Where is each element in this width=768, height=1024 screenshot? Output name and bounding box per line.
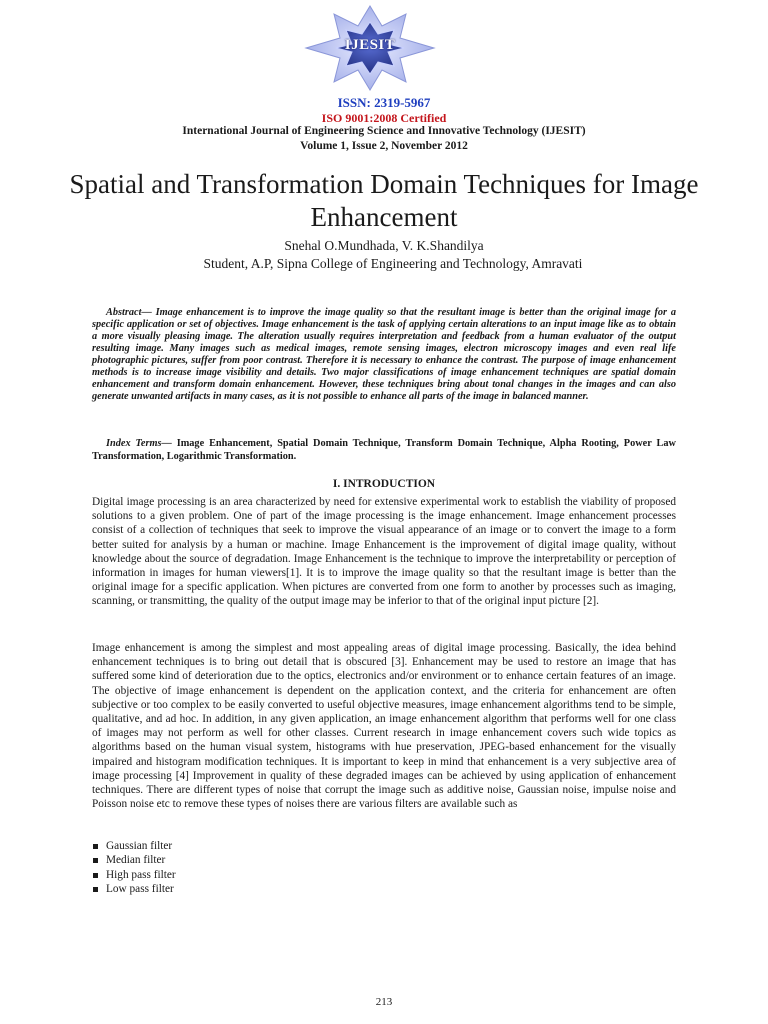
issn-line: ISSN: 2319-5967 [337,95,431,110]
iso-certification: ISO 9001:2008 Certified [321,111,447,125]
list-item [92,882,392,896]
abstract-text: Image enhancement is to improve the image quality so that the resultant image is better than the original image for a specific application or set of objectives. Image enhancement is the task of applying certain alterations to an input image like as to obtain a more visually pleasing image. The alteration usually requires interpretation and feedback from a human evaluator of the output resulting image. Many images such as medical images, remote sensing images, electron microscopy images and even real life photographic pictures, suffer from poor contrast. Therefore it is necessary to enhance the contrast. The purpose of image enhancement methods is to increase image visibility and details. Two major classifications of image enhancement techniques are spatial domain enhancement and transform domain enhancement. However, these techniques bring about tonal changes in the images and can also generate unwanted artifacts in many cases, as it is not possible to enhance all parts of the image in balanced manner. [92,307,676,402]
list-item-text: Low pass filter [106,882,174,895]
bullet-square-icon [93,844,98,849]
journal-name: International Journal of Engineering Science and Innovative Technology (IJESIT) [182,125,586,137]
abstract [92,307,676,403]
list-item [92,853,392,867]
bullet-square-icon [93,858,98,863]
index-terms-text: Image Enhancement, Spatial Domain Technique, Transform Domain Technique, Alpha Rooting, Power Law Transformation, Logarithmic Transformation. [92,438,676,462]
list-item [92,868,392,882]
filter-list [92,839,392,896]
index-terms [92,437,676,463]
author-affiliation: Student, A.P, Sipna College of Engineering and Technology, Amravati [203,256,583,271]
list-item-text: Median filter [106,854,166,867]
list-item-text: Gaussian filter [106,840,173,852]
paper-title: Spatial and Transformation Domain Techniques for Image Enhancement [69,169,699,232]
logo-text: IJESIT [344,37,396,53]
list-item-text: High pass filter [106,868,176,881]
list-item [92,839,392,853]
abstract-label: Abstract— [106,307,152,318]
page-number: 213 [375,996,393,1008]
bullet-square-icon [93,873,98,878]
section-heading-introduction: I. INTRODUCTION [332,478,436,490]
intro-paragraph-1: Digital image processing is an area characterized by need for extensive experimental work to establish the viability of proposed solutions to a given problem. One of part of the image processing is the image enhancement. Image enhancement processes consist of a collection of techniques that seek to improve the visual appearance of an image or to convert the image to a form better suited for analysis by a human or machine. Image Enhancement is the improvement of digital image quality, without knowledge about the source of degradation. Image Enhancement is the technique to improve the interpretability or perception of information in images for human viewers[1]. It is to improve the image quality so that the resultant image is better than the original image for a specific application. When pictures are converted from one form to another by processes such as imaging, scanning, or transmitting, the quality of the output image may be inferior to that of the original input picture [2]. [92,496,676,608]
journal-logo [300,4,440,92]
volume-issue: Volume 1, Issue 2, November 2012 [300,140,468,152]
bullet-square-icon [93,887,98,892]
intro-paragraph-2: Image enhancement is among the simplest and most appealing areas of digital image processing. Basically, the idea behind enhancement techniques is to bring out detail that is obscured [3]. Enhancement may be used to restore an image that has suffered some kind of deterioration due to the optics, electronics and/or environment or to enhance certain features of an image. The objective of image enhancement is dependent on the application context, and the criteria for enhancement are often subjective or too complex to be easily converted to useful objective measures, image enhancement algorithms tend to be simple, qualitative, and ad hoc. In addition, in any given application, an image enhancement algorithm that performs well for one class of images may not perform as well for other classes. Current research in image enhancement covers such wide topics as algorithms based on the human visual system, histograms with hue preservation, JPEG-based enhancement for the visually impaired and histogram modification techniques. It is important to keep in mind that enhancement is a very subjective area of image processing [4] Improvement in quality of these degraded images can be achieved by using application of enhancement techniques. There are different types of noise that corrupt the image such as additive noise, Gaussian noise, impulse noise and Poisson noise etc to remove these types of noises there are various filters are available such as [92,642,676,811]
paper-authors: Snehal O.Mundhada, V. K.Shandilya [284,238,484,253]
index-terms-label: Index Terms— [106,438,172,449]
